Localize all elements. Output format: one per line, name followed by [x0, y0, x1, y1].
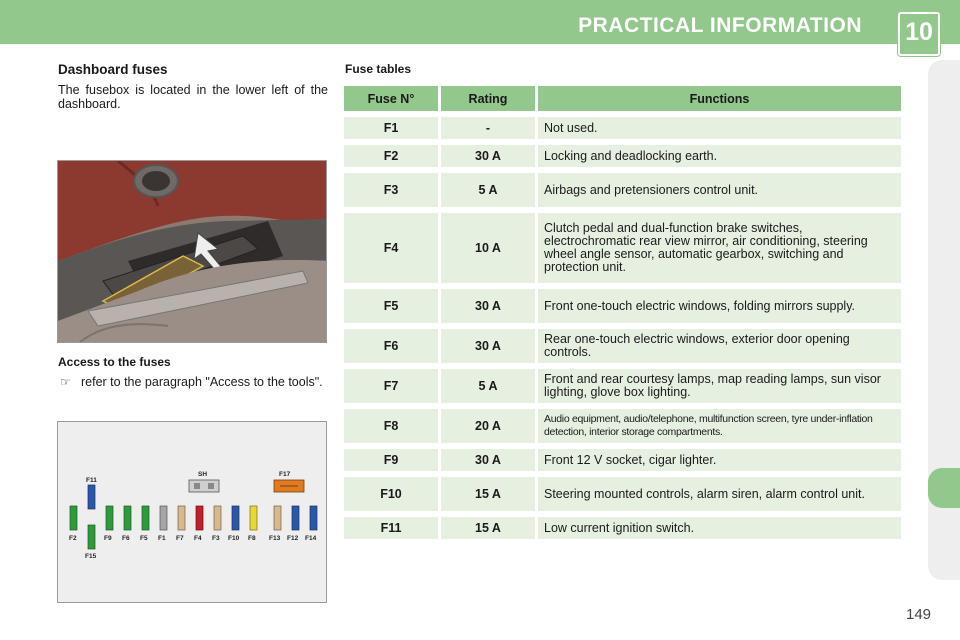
- fusebox-diagram: [57, 421, 327, 603]
- fuse-label-bottom: F2: [69, 535, 77, 542]
- table-row: [344, 449, 901, 471]
- column-header-functions: Functions: [538, 86, 901, 111]
- glovebox-illustration: [58, 161, 327, 343]
- fuse-function: Locking and deadlocking earth.: [538, 145, 901, 167]
- fuse-label-bottom: F3: [212, 535, 220, 542]
- fuse-label-bottom: F9: [104, 535, 112, 542]
- column-header-fuse: Fuse N°: [344, 86, 438, 111]
- fuse-function: Not used.: [538, 117, 901, 139]
- table-row: [344, 117, 901, 139]
- fuse-number: F6: [344, 329, 438, 363]
- fuse-rating: 30 A: [441, 289, 535, 323]
- fuse-label-bottom: F4: [194, 535, 202, 542]
- fuse-label-bottom: F6: [122, 535, 130, 542]
- chapter-number: 10: [905, 18, 933, 46]
- fuse-label-top: SH: [198, 471, 208, 478]
- table-row: [344, 369, 901, 403]
- fuse-number: F11: [344, 517, 438, 539]
- fuse-label-bottom: F15: [85, 553, 97, 560]
- fuse-rating: 10 A: [441, 213, 535, 283]
- fuse-label-bottom: F5: [140, 535, 148, 542]
- table-row: [344, 477, 901, 511]
- glovebox-photo: [57, 160, 327, 343]
- fuse-rating: 30 A: [441, 145, 535, 167]
- fuse-function: Steering mounted controls, alarm siren, alarm control unit.: [538, 477, 901, 511]
- fuse-number: F3: [344, 173, 438, 207]
- chapter-tab[interactable]: [928, 468, 960, 508]
- section-title: Dashboard fuses: [58, 62, 168, 77]
- fuse-function: Clutch pedal and dual-function brake switches, electrochromatic rear view mirror, air conditioning, steering wheel angle sensor, automatic gearbox, switching and protection unit.: [538, 213, 901, 283]
- table-row: [344, 213, 901, 283]
- table-row: [344, 517, 901, 539]
- intro-paragraph: The fusebox is located in the lower left of the dashboard.: [58, 83, 328, 111]
- fuse-function: Audio equipment, audio/telephone, multifunction screen, tyre under-inflation detection, interior storage compartments.: [538, 409, 901, 443]
- page-title: PRACTICAL INFORMATION: [578, 14, 862, 37]
- fuse-rating: 30 A: [441, 329, 535, 363]
- fuse-number: F2: [344, 145, 438, 167]
- fuse-label-bottom: F10: [228, 535, 240, 542]
- access-instructions: refer to the paragraph "Access to the tools".: [81, 375, 323, 389]
- fuse-number: F1: [344, 117, 438, 139]
- pointing-hand-icon: ☞: [60, 375, 71, 389]
- table-header-row: [344, 86, 901, 111]
- fuse-label-top: F17: [279, 471, 291, 478]
- table-row: [344, 329, 901, 363]
- fuse-rating: 5 A: [441, 173, 535, 207]
- fuse-rating: 30 A: [441, 449, 535, 471]
- fusebox-svg: [58, 422, 326, 602]
- fuse-function: Front and rear courtesy lamps, map reading lamps, sun visor lighting, glove box lighting.: [538, 369, 901, 403]
- chapter-badge: [898, 12, 940, 56]
- fuse-function: Front one-touch electric windows, folding mirrors supply.: [538, 289, 901, 323]
- fuse-rating: 5 A: [441, 369, 535, 403]
- table-row: [344, 173, 901, 207]
- fuse-label-bottom: F13: [269, 535, 281, 542]
- fuse-label-bottom: F8: [248, 535, 256, 542]
- fuse-label-top: F11: [86, 477, 97, 484]
- fuse-function: Rear one-touch electric windows, exterior door opening controls.: [538, 329, 901, 363]
- fuse-label-bottom: F12: [287, 535, 299, 542]
- fuse-number: F9: [344, 449, 438, 471]
- fuse-number: F7: [344, 369, 438, 403]
- fuse-rating: 20 A: [441, 409, 535, 443]
- fuse-function: Low current ignition switch.: [538, 517, 901, 539]
- page-number: 149: [906, 606, 932, 623]
- fuse-label-bottom: F1: [158, 535, 166, 542]
- table-row: [344, 289, 901, 323]
- table-row: [344, 409, 901, 443]
- fuse-rating: -: [441, 117, 535, 139]
- fuse-number: F4: [344, 213, 438, 283]
- fuse-number: F5: [344, 289, 438, 323]
- column-header-rating: Rating: [441, 86, 535, 111]
- fuse-table: [341, 80, 904, 545]
- table-row: [344, 145, 901, 167]
- tables-title: Fuse tables: [345, 62, 412, 76]
- fuse-rating: 15 A: [441, 477, 535, 511]
- fuse-rating: 15 A: [441, 517, 535, 539]
- fuse-number: F8: [344, 409, 438, 443]
- fuse-label-bottom: F14: [305, 535, 317, 542]
- fuse-function: Front 12 V socket, cigar lighter.: [538, 449, 901, 471]
- access-title: Access to the fuses: [58, 355, 171, 369]
- fuse-function: Airbags and pretensioners control unit.: [538, 173, 901, 207]
- fuse-label-bottom: F7: [176, 535, 184, 542]
- fuse-number: F10: [344, 477, 438, 511]
